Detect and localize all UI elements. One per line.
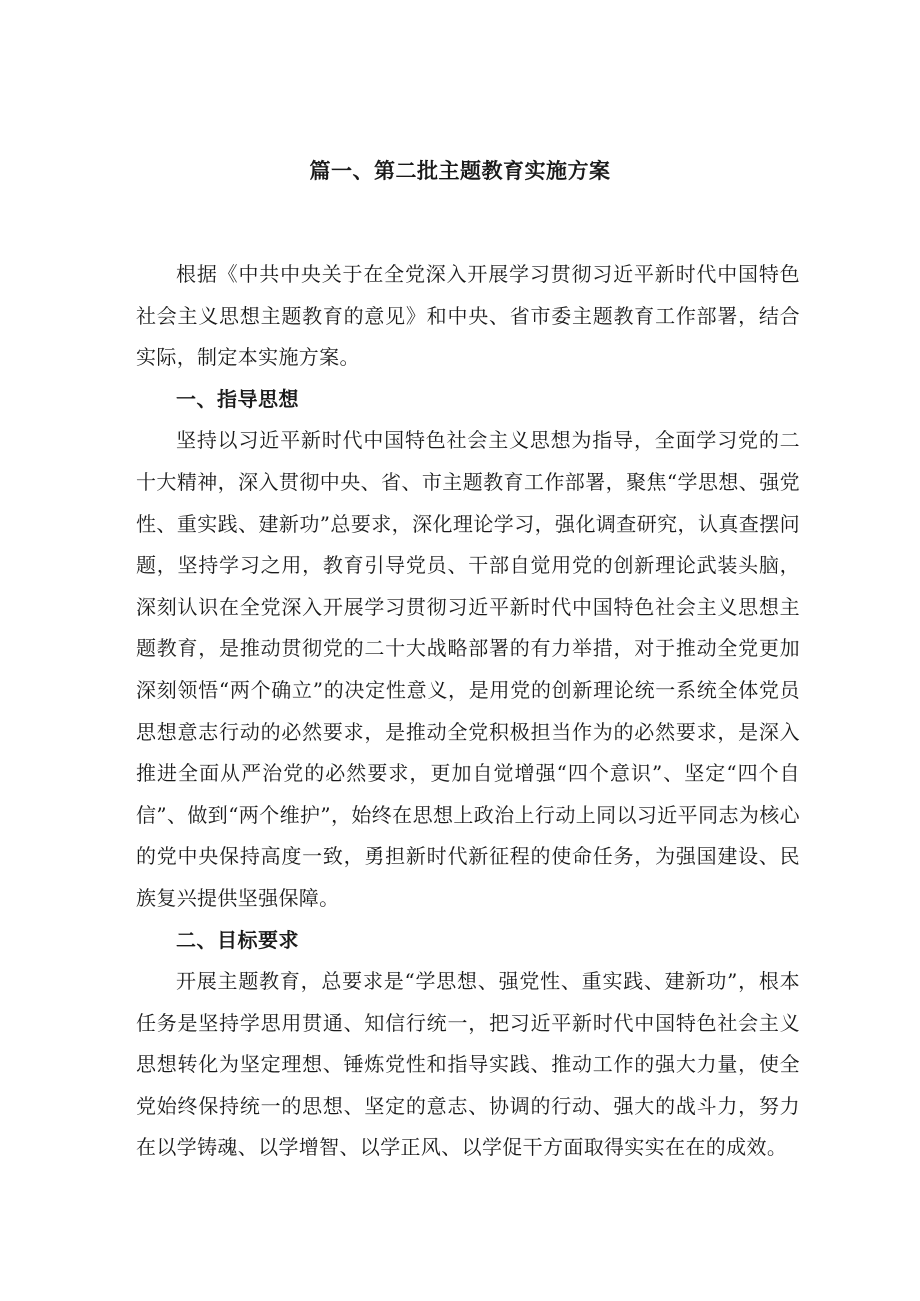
document-title: 篇一、第二批主题教育实施方案 xyxy=(309,159,611,183)
section-paragraph-guiding-ideology: 坚持以习近平新时代中国特色社会主义思想为指导，全面学习党的二十大精神，深入贯彻中央、省、市主题教育工作部署，聚焦“学思想、强党性、重实践、建新功”总要求，深化理论学习，强化调查研究，认真查摆问题，坚持学习之用，教育引导党员、干部自觉用党的创新理论武装头脑，深刻认识在全党深入开展学习贯彻习近平新时代中国特色社会主义思想主题教育，是推动贯彻党的二十大战略部署的有力举措，对于推动全党更加深刻领悟“两个确立”的决定性意义，是用党的创新理论统一系统全体党员思想意志行动的必然要求，是推动全党积极担当作为的必然要求，是深入推进全面从严治党的必然要求，更加自觉增强“四个意识”、坚定“四个自信”、做到“两个维护”，始终在思想上政治上行动上同以习近平同志为核心的党中央保持高度一致，勇担新时代新征程的使命任务，为强国建设、民族复兴提供坚强保障。 xyxy=(136,428,800,910)
intro-paragraph: 根据《中共中央关于在全党深入开展学习贯彻习近平新时代中国特色社会主义思想主题教育的意见》和中央、省市委主题教育工作部署，结合实际，制定本实施方案。 xyxy=(136,262,800,370)
section-heading-goals: 二、目标要求 xyxy=(176,927,299,952)
section-heading-guiding-ideology: 一、指导思想 xyxy=(176,386,299,411)
document-body xyxy=(136,254,800,1169)
section-paragraph-goals: 开展主题教育，总要求是“学思想、强党性、重实践、建新功”，根本任务是坚持学思用贯通、知信行统一，把习近平新时代中国特色社会主义思想转化为坚定理想、锤炼党性和指导实践、推动工作的强大力量，使全党始终保持统一的思想、坚定的意志、协调的行动、强大的战斗力，努力在以学铸魂、以学增智、以学正风、以学促干方面取得实实在在的成效。 xyxy=(136,969,800,1160)
